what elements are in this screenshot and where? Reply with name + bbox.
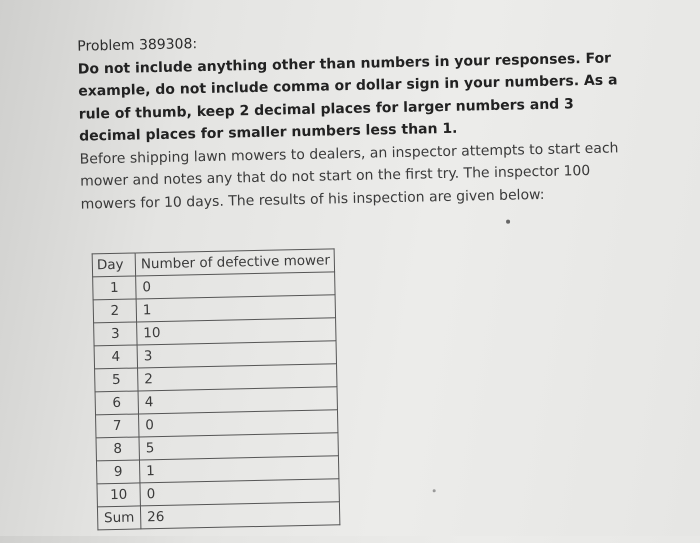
- defects-table: [92, 248, 341, 530]
- instructions-text: Do not include anything other than numbers in your responses. For example, do not include comma or dollar sign in your numbers. As a rule of thumb, keep 2 decimal places for larger numbers and 3 decimal places for smaller numbers less than 1.: [77, 49, 618, 145]
- day-cell: 2: [93, 299, 136, 323]
- day-cell: 1: [93, 276, 136, 300]
- table-sum-row: [97, 502, 340, 530]
- cursor-mark: [506, 220, 510, 224]
- problem-text: [77, 24, 621, 215]
- defective-cell: 3: [137, 341, 337, 368]
- day-cell: 4: [94, 345, 137, 369]
- defective-cell: 1: [139, 456, 339, 483]
- day-cell: 9: [96, 460, 139, 484]
- header-defective: Number of defective mower: [135, 249, 335, 276]
- day-cell: 6: [95, 391, 138, 415]
- problem-description: Before shipping lawn mowers to dealers, an inspector attempts to start each mower and notes any that do not start on the first try. The inspector 100 mowers for 10 days. The results of his inspection are given below:: [79, 139, 619, 213]
- sum-label-cell: Sum: [97, 506, 140, 530]
- defective-cell: 1: [136, 295, 336, 322]
- defective-cell: 5: [139, 433, 339, 460]
- defective-cell: 4: [138, 387, 338, 414]
- day-cell: 7: [96, 414, 139, 438]
- day-cell: 5: [95, 368, 138, 392]
- day-cell: 3: [94, 322, 137, 346]
- header-day: Day: [92, 253, 135, 277]
- defective-cell: 0: [139, 410, 339, 437]
- defective-cell: 10: [137, 318, 337, 345]
- defective-cell: 0: [136, 272, 336, 299]
- sum-value-cell: 26: [140, 502, 340, 529]
- screen-speck: [433, 489, 436, 492]
- defective-cell: 2: [138, 364, 338, 391]
- problem-title: Problem 389308:: [77, 36, 198, 55]
- day-cell: 8: [96, 437, 139, 461]
- day-cell: 10: [97, 483, 140, 507]
- defective-cell: 0: [140, 479, 340, 506]
